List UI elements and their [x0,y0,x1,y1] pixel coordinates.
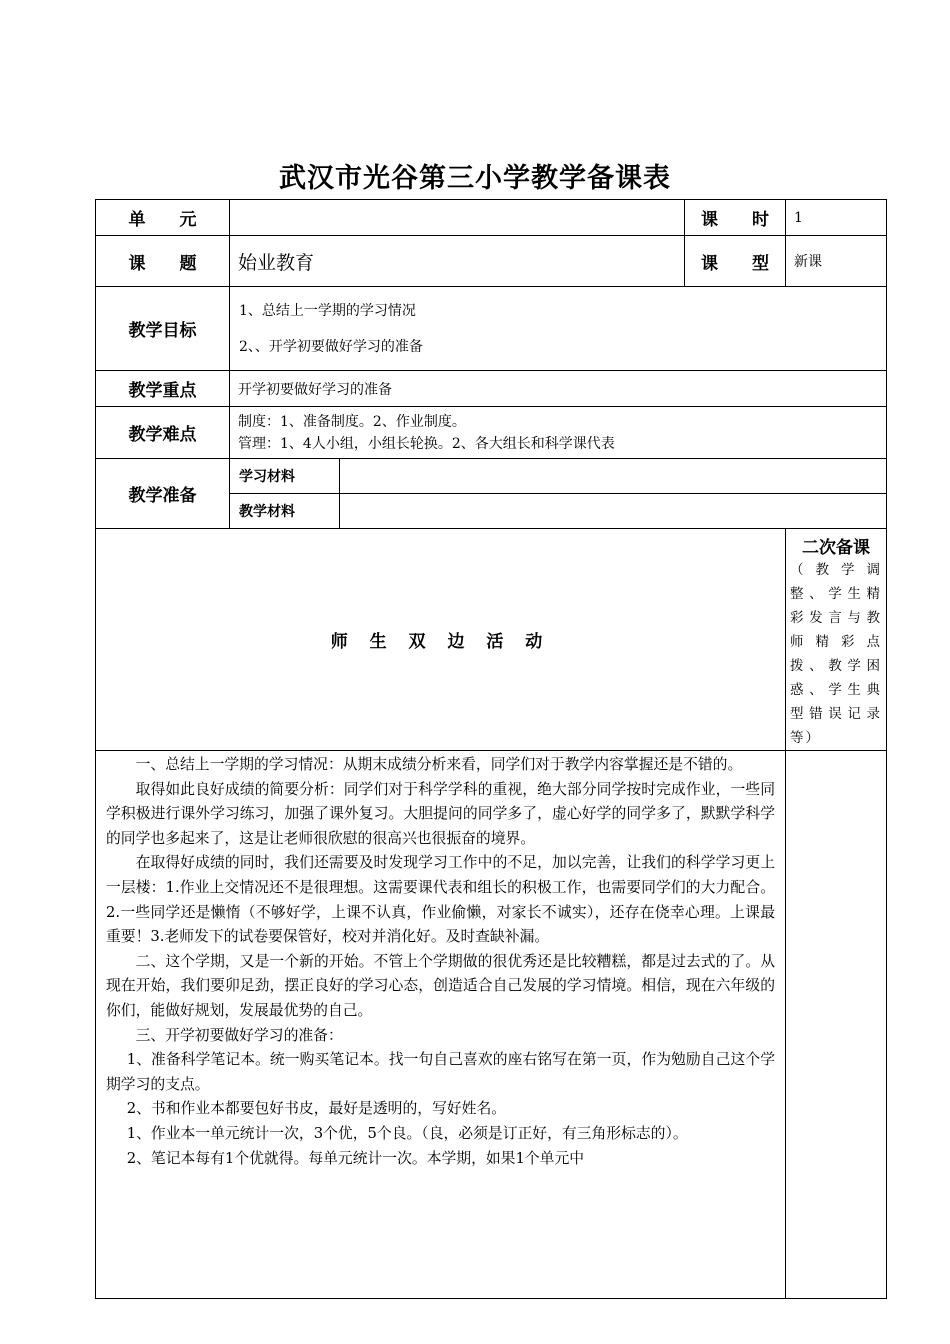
activity-paragraph: 取得如此良好成绩的简要分析：同学们对于科学学科的重视，绝大部分同学按时完成作业，一些同学积极进行课外学习练习，加强了课外复习。大胆提问的同学多了，虚心好学的同学多了，默默学科学的同学也多起来了，这是让老师很欣慰的很高兴也很振奋的境界。 [106,780,775,847]
activity-paragraph: 三、开学初要做好学习的准备： [135,1026,343,1044]
activity-content [96,751,786,1299]
second-prep-description: （教学调整、学生精彩发言与教师精彩点拨、教学困惑、学生典型错误记录等） [790,562,882,746]
topic-value: 始业教育 [230,236,685,287]
page-title: 武汉市光谷第三小学教学备课表 [279,163,671,194]
difficulty-line: 制度：1、准备制度。2、作业制度。 [238,413,466,430]
lesson-plan-table [95,199,887,1299]
teaching-material-value [340,494,887,529]
study-material-label: 学习材料 [230,459,340,494]
activity-paragraph: 2、书和作业本都要包好书皮，最好是透明的，写好姓名。 [126,1100,507,1118]
preparation-label: 教学准备 [96,459,230,529]
unit-value [230,200,685,236]
activity-paragraph: 1、准备科学笔记本。统一购买笔记本。找一句自己喜欢的座右铭写在第一页，作为勉励自己这个学期学习的支点。 [106,1051,775,1093]
activity-paragraph: 1、作业本一单元统计一次，3个优，5个良。（良，必须是订正好，有三角形标志的）。 [126,1124,688,1142]
unit-label: 单 元 [96,200,230,236]
activity-paragraph: 在取得好成绩的同时，我们还需要及时发现学习工作中的不足，加以完善，让我们的科学学习更上一层楼：1.作业上交情况还不是很理想。这需要课代表和组长的积极工作，也需要同学们的大力配合。2.一些同学还是懒惰（不够好学，上课不认真，作业偷懒，对家长不诚实），还存在侥幸心理。上课最重要！3.老师发下的试卷要保管好，校对并消化好。及时查缺补漏。 [106,854,775,946]
teaching-material-label: 教学材料 [230,494,340,529]
difficulty-value [230,407,887,459]
key-point-value: 开学初要做好学习的准备 [230,371,887,407]
second-prep-title: 二次备课 [802,538,870,558]
activity-paragraph: 一、总结上一学期的学习情况：从期末成绩分析来看，同学们对于教学内容掌握还是不错的。 [135,756,743,773]
study-material-value [340,459,887,494]
topic-label: 课 题 [96,236,230,287]
second-prep-notes [786,751,887,1299]
activity-heading: 师 生 双 边 活 动 [96,529,786,751]
key-point-label: 教学重点 [96,371,230,407]
goal-item: 1、总结上一学期的学习情况 [239,302,416,319]
period-label: 课 时 [685,200,786,236]
second-prep-heading [786,529,887,751]
period-value: 1 [786,200,887,236]
goal-item: 2、、开学初要做好学习的准备 [239,338,423,355]
difficulty-line: 管理：1、4人小组，小组长轮换。2、各大组长和科学课代表 [238,435,615,452]
activity-paragraph: 二、这个学期，又是一个新的开始。不管上个学期做的很优秀还是比较糟糕，都是过去式的了。从现在开始，我们要卯足劲，摆正良好的学习心态，创造适合自己发展的学习情境。相信，现在六年级的你们，能做好规划，发展最优势的自己。 [106,952,775,1019]
difficulty-label: 教学难点 [96,407,230,459]
type-label: 课 型 [685,236,786,287]
goal-label: 教学目标 [96,287,230,371]
activity-paragraph: 2、笔记本每有1个优就得。每单元统计一次。本学期，如果1个单元中 [126,1149,585,1167]
type-value: 新课 [786,236,887,287]
goal-list [230,287,887,371]
